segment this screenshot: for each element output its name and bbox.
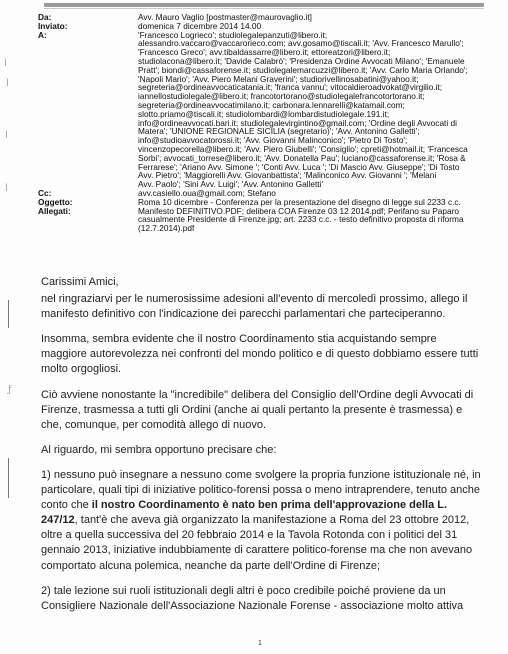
header-row-attachments [38, 207, 488, 233]
attachments-label: Allegati: [38, 205, 71, 216]
sent-label: Inviato: [38, 20, 68, 31]
subject-value: Roma 10 dicembre - Conferenza per la presentazione del disegno di legge sul 2233 c.c. [138, 196, 461, 207]
sent-value: domenica 7 dicembre 2014 14.00 [138, 20, 262, 31]
email-header [38, 13, 488, 233]
margin-line [8, 458, 9, 498]
margin-mark: ǀ [5, 183, 8, 194]
header-rule [44, 3, 484, 7]
from-value: Avv. Mauro Vaglio [postmaster@maurovaglio.it] [138, 12, 312, 22]
header-row-to [38, 31, 488, 189]
paragraph-5-start: 1) nessuno può insegnare a nessuno come svolgere la propria funzione istituzionale né, in particolare, quali tipi di iniziative politico-forensi possa o meno intraprendere, tenuto anche conto che [41, 468, 481, 512]
header-rule-thin [44, 8, 484, 9]
margin-mark: ǀ [4, 58, 7, 69]
paragraph-1: nel ringraziarvi per le numerosissime adesioni all'evento di mercoledì prossimo, allego il manifesto definitivo con l'indicazione dei parecchi parlamentari che parteciperanno. [41, 293, 468, 321]
margin-mark: ǀ [6, 78, 9, 89]
paragraph-5 [41, 468, 481, 574]
paragraph-5-end: , tant'è che aveva già organizzato la manifestazione a Roma del 23 ottobre 2012, oltre a quella successiva del 20 febbraio 2014 e la Tavola Rotonda con i politici del 31 gennaio 2013, iniziative indubbiamente di carattere politico-forense ma che non avevano comportato alcuna polemica, neanche da parte dell'Ordine di Firenze; [41, 514, 473, 572]
header-row-from [38, 13, 488, 22]
paragraph-4: Al riguardo, mi sembra opportuno precisare che: [41, 443, 277, 456]
paragraph-5-bold: il nostro Coordinamento è nato ben prima dell'approvazione della L. 247/12 [41, 499, 448, 527]
margin-line [8, 300, 9, 328]
attachments-value: Manifesto DEFINITIVO.PDF; delibera COA Firenze 03 12 2014.pdf; Perifano su Paparo casualmente Presidente di Firenze.jpg; art. 2233 c.c. - testo definitivo proposta di riforma (12.7.2014).pdf [138, 205, 464, 234]
subject-label: Oggetto: [38, 196, 73, 207]
paragraph-3: Ciò avviene nonostante la "incredibile" delibera del Consiglio dell'Ordine degli Avvocati di Firenze, trasmessa a tutti gli Ordini (anche ai quali pertanto la presente è trasmessa) e che, comunque, per comodità allego di nuovo. [41, 388, 474, 431]
page-number: 1 [258, 640, 262, 647]
from-label: Da: [38, 12, 52, 22]
cc-value: avv.casiello.oua@gmail.com; Stefano [138, 187, 276, 198]
cc-label: Cc: [38, 187, 52, 198]
paragraph-6: 2) tale lezione sui ruoli istituzionali degli altri è poco credibile poiché proviene da un Consigliere Nazionale dell'Associazione Nazionale Forense - associazione molto attiva [41, 584, 464, 612]
margin-mark: ƒ [8, 385, 12, 395]
greeting: Carissimi Amici, [41, 276, 119, 288]
to-label: A: [38, 29, 47, 40]
email-body [41, 275, 481, 624]
to-value: 'Francesco Logrieco'; studiolegalepanzuti@libero.it; alessandro.vaccaro@vaccarorieco.com; avv.gosamo@tiscali.it; 'Avv. Francesco Marullo'; 'Francesco Greco'; avv.tibaldassarre@libero.it; ettoreatzori@libero.it; studiolacona@libero.it; 'Davide Calabrò'; 'Presidenza Ordine Avvocati Milano'; 'Emanuele Pratt'; biondi@cassaforense.it; studiolegalemarcuzzi@libero.it; 'Avv. Carlo Maria Orlando'; 'Napoli Mario'; 'Avv. Piero Melani Graverini'; studiorivellinosabatini@yahoo.it; segreteria@ordineavvocaticatania.it; 'franca vannu'; vitocaldieroadvokat@virgilio.it; iannellostudiolegale@libero.it; francotortorano@studiolegalefrancotortorano.it; segreteria@ordineavvocatimilano.it; carbonara.lennarelli@katamail.com; slotto.priamo@tiscali.it; studiolombardi@lombardistudiolegale.191.it; info@ordineavvocati.bari.it; studiolegalevirgintino@gmail.com; 'Ordine degli Avvocati di Matera'; 'UNIONE REGIONALE SICILIA (segretario)'; 'Avv. Antonino Galletti'; info@studioavvocatorossi.it; 'Avv. Giovanni Malinconico'; 'Pietro Di Tosto'; vincenzopecorella@libero.it; 'Avv. Piero Giubelli'; 'Consiglio'; cpreti@hotmail.it; 'Francesca Sorbi'; avvocati_torrese@libero.it; 'Avv. Donatella Pau'; luciano@cassaforense.it; 'Rosa & Ferrarese'; 'Ariano Avv. Simone '; 'Conti Avv. Luca '; 'Di Mascio Avv. Giuseppe'; 'Di Tosto Avv. Pietro'; 'Maggiorelli Avv. Giovanbattista'; 'Malinconico Avv. Giovanni '; 'Melani Avv. Paolo'; 'Sini Avv. Luigi'; 'Avv. Antonino Galletti' [138, 29, 468, 190]
margin-mark: ǀ [5, 130, 8, 141]
paragraph-2: Insomma, sembra evidente che il nostro Coordinamento stia acquistando sempre maggiore autorevolezza nei confronti del mondo politico e di questo dobbiamo essere tutti molto orgogliosi. [41, 333, 479, 376]
